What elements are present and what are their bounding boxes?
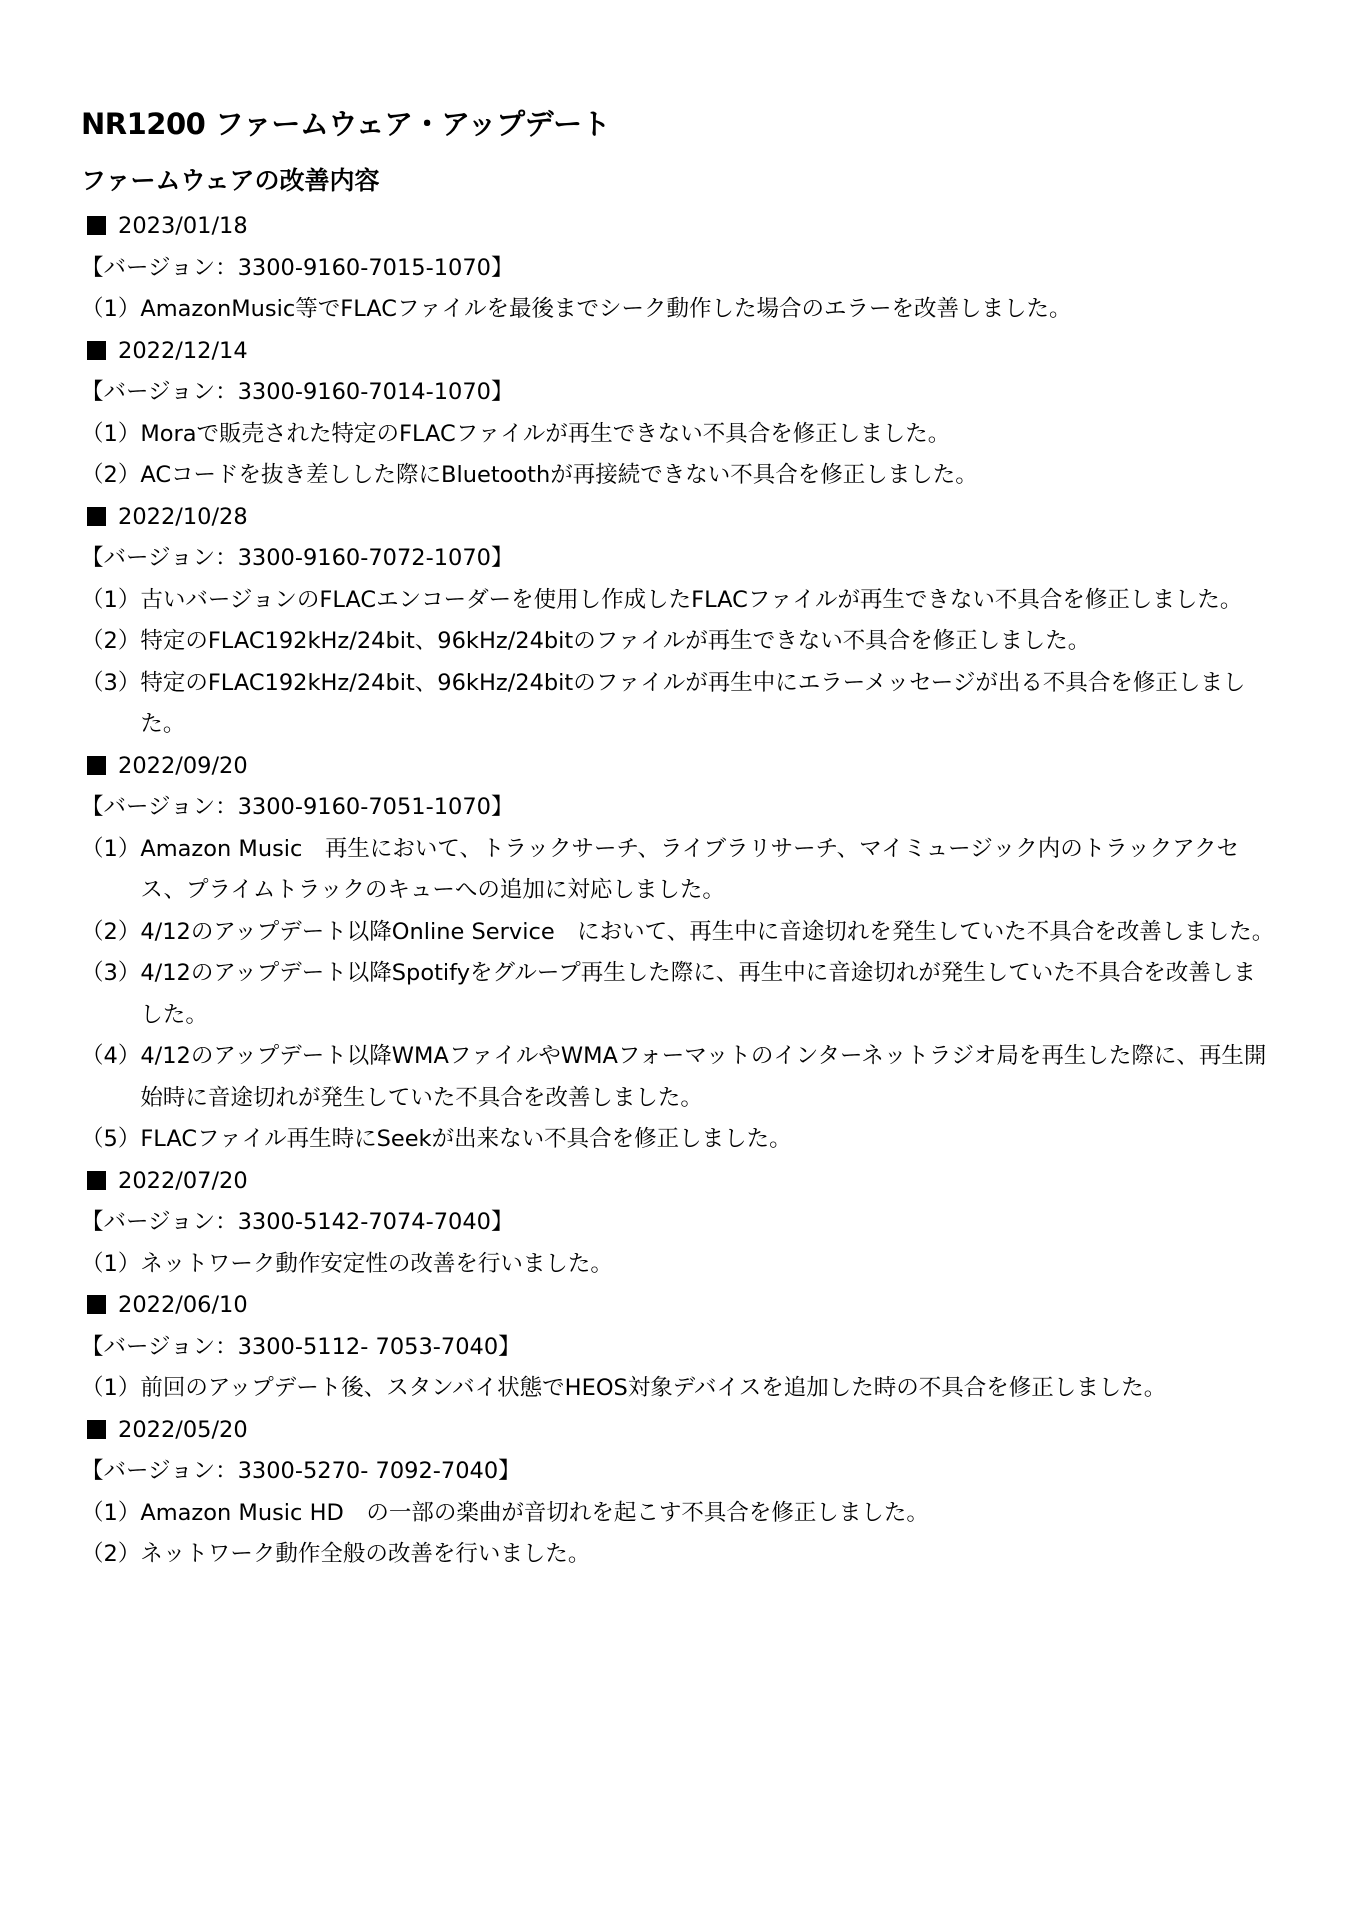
change-item — [81, 663, 1278, 746]
release-date: 2022/12/14 — [118, 337, 248, 364]
release-list — [81, 206, 1278, 1576]
change-item — [81, 580, 1278, 622]
change-item-number: （1） — [81, 586, 141, 613]
change-item-number: （1） — [81, 835, 141, 862]
black-square-icon — [87, 1295, 106, 1314]
release-version: 【バージョン：3300-5142-7074-7040】 — [81, 1209, 514, 1235]
change-item — [81, 621, 1278, 663]
change-item-number: （1） — [81, 420, 141, 447]
release-entry — [81, 1161, 1278, 1286]
change-item-text: 特定のFLAC192kHz/24bit、96kHz/24bitのファイルが再生中にエラーメッセージが出る不具合を修正しました。 — [140, 669, 1246, 737]
change-item-text: AmazonMusic等でFLACファイルを最後までシーク動作した場合のエラーを改善しました。 — [140, 296, 1072, 322]
change-item-number: （3） — [81, 960, 141, 986]
release-date: 2022/06/10 — [118, 1292, 248, 1318]
change-item — [81, 289, 1278, 331]
release-entry — [81, 206, 1278, 331]
release-date-line — [81, 331, 1278, 373]
change-item-text: 特定のFLAC192kHz/24bit、96kHz/24bitのファイルが再生できない不具合を修正しました。 — [140, 628, 1091, 654]
change-item-text: Amazon Music HD の一部の楽曲が音切れを起こす不具合を修正しました。 — [140, 1499, 929, 1526]
change-item-text: ACコードを抜き差しした際にBluetoothが再接続できない不具合を修正しました。 — [140, 462, 978, 488]
change-item-text: 4/12のアップデート以降Spotifyをグループ再生した際に、再生中に音途切れが発生していた不具合を改善しました。 — [140, 960, 1256, 1028]
change-item — [81, 1036, 1278, 1119]
release-date-line — [81, 1285, 1278, 1327]
black-square-icon — [87, 507, 106, 526]
release-entry — [81, 331, 1278, 497]
release-version: 【バージョン：3300-5270- 7092-7040】 — [81, 1458, 521, 1484]
release-date-line — [81, 497, 1278, 539]
change-item-number: （2） — [81, 918, 141, 945]
release-version: 【バージョン：3300-9160-7051-1070】 — [81, 794, 514, 820]
change-item-number: （1） — [81, 296, 141, 322]
black-square-icon — [87, 1420, 106, 1439]
change-item — [81, 1493, 1278, 1535]
change-item-text: 4/12のアップデート以降WMAファイルやWMAフォーマットのインターネットラジオ局を再生した際に、再生開始時に音途切れが発生していた不具合を改善しました。 — [140, 1043, 1267, 1111]
change-item-text: 古いバージョンのFLACエンコーダーを使用し作成したFLACファイルが再生できない不具合を修正しました。 — [140, 586, 1243, 613]
change-item — [81, 829, 1278, 912]
black-square-icon — [87, 756, 106, 775]
change-item-number: （5） — [81, 1126, 141, 1152]
release-entry — [81, 497, 1278, 746]
release-date-line — [81, 206, 1278, 248]
change-item-text: 4/12のアップデート以降Online Service において、再生中に音途切れを発生していた不具合を改善しました。 — [140, 918, 1275, 945]
release-date: 2022/10/28 — [118, 503, 248, 530]
change-item-number: （1） — [81, 1499, 141, 1526]
change-item — [81, 455, 1278, 497]
black-square-icon — [87, 216, 106, 235]
release-version: 【バージョン：3300-9160-7014-1070】 — [81, 379, 514, 405]
document-title: NR1200 ファームウェア・アップデート — [81, 107, 611, 141]
change-item-text: FLACファイル再生時にSeekが出来ない不具合を修正しました。 — [140, 1126, 792, 1152]
change-item — [81, 1119, 1278, 1161]
release-date: 2023/01/18 — [118, 213, 248, 239]
change-item-text: ネットワーク動作安定性の改善を行いました。 — [140, 1250, 613, 1277]
change-item-number: （1） — [81, 1250, 141, 1277]
release-date-line — [81, 1410, 1278, 1452]
black-square-icon — [87, 341, 106, 360]
change-item-text: Amazon Music 再生において、トラックサーチ、ライブラリサーチ、マイミュージック内のトラックアクセス、プライムトラックのキューへの追加に対応しました。 — [140, 835, 1240, 903]
release-entry — [81, 1285, 1278, 1410]
release-version: 【バージョン：3300-9160-7072-1070】 — [81, 545, 514, 571]
release-date-line — [81, 1161, 1278, 1203]
release-date: 2022/07/20 — [118, 1167, 248, 1194]
change-item-number: （1） — [81, 1375, 141, 1401]
change-item-text: Moraで販売された特定のFLACファイルが再生できない不具合を修正しました。 — [140, 420, 951, 447]
change-item-number: （4） — [81, 1043, 141, 1069]
section-title: ファームウェアの改善内容 — [81, 166, 380, 195]
change-item-text: 前回のアップデート後、スタンバイ状態でHEOS対象デバイスを追加した時の不具合を修正しました。 — [140, 1375, 1167, 1401]
change-item — [81, 414, 1278, 456]
change-item-number: （2） — [81, 628, 141, 654]
release-version: 【バージョン：3300-9160-7015-1070】 — [81, 254, 514, 281]
change-item — [81, 912, 1278, 954]
change-item — [81, 1534, 1278, 1576]
change-item-number: （2） — [81, 1541, 141, 1567]
release-version: 【バージョン：3300-5112- 7053-7040】 — [81, 1333, 521, 1360]
change-item-number: （3） — [81, 669, 141, 696]
black-square-icon — [87, 1171, 106, 1190]
change-item — [81, 1368, 1278, 1410]
change-item-number: （2） — [81, 462, 141, 488]
release-date: 2022/05/20 — [118, 1416, 248, 1443]
release-entry — [81, 746, 1278, 1161]
change-item-text: ネットワーク動作全般の改善を行いました。 — [140, 1541, 591, 1567]
change-item — [81, 1244, 1278, 1286]
change-item — [81, 953, 1278, 1036]
release-entry — [81, 1410, 1278, 1576]
release-date: 2022/09/20 — [118, 752, 248, 779]
release-date-line — [81, 746, 1278, 788]
